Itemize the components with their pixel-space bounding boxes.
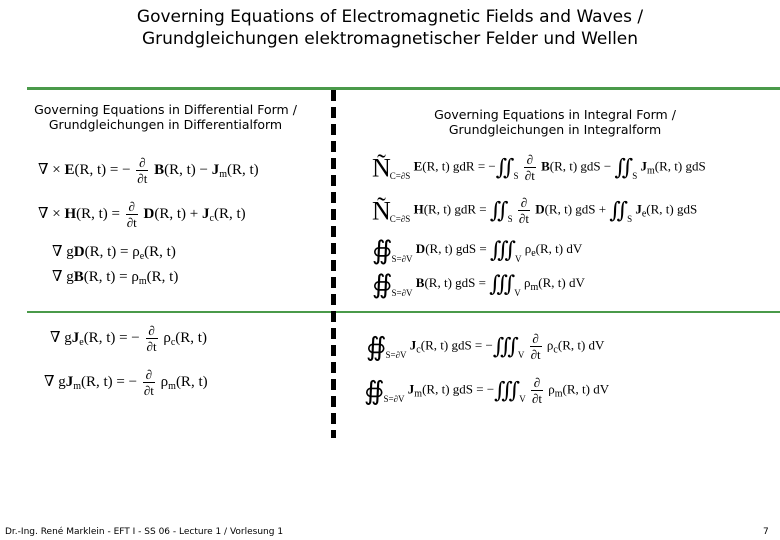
- differential-form-header: Governing Equations in Differential Form / Grundgleichungen in Differentialform: [34, 102, 297, 132]
- gauss-magnetic-integral-equation: $∯_{S=\partial V}$ B(R, t) gdS = $∭_V$ $\rho_m(R$, t) dV: [372, 270, 585, 299]
- footer-author: Dr.-Ing. René Marklein - EFT I - SS 06 - Lecture 1 / Vorlesung 1: [5, 527, 284, 537]
- gauss-electric-differential-equation: ∇ gD(R, $t) = \rho_e(R$, t): [52, 244, 176, 262]
- faraday-differential-equation: ∇ × E(R, t) = − $\frac{\partial}{\partial t}$ B(R, $t) - J_m(R$, t): [38, 155, 259, 186]
- continuity-electric-differential-equation: ∇ $gJ_e(R$, t) = − $\frac{\partial}{\partial t}$ $\rho_c(R$, t): [50, 323, 207, 354]
- title-line-1: Governing Equations of Electromagnetic Fields and Waves /: [136, 7, 644, 27]
- page-title: [0, 6, 780, 50]
- gauss-magnetic-differential-equation: ∇ gB(R, $t) = \rho_m(R$, t): [52, 269, 179, 287]
- ampere-integral-equation: $Ñ_{C=\partial S}$ H(R, t) gdR = $∬_S$ $\frac{\partial}{\partial t}$ D(R, t) gdS + $∬_S$ $J_e(R$, t) gdS: [372, 195, 698, 226]
- middle-divider: [27, 311, 780, 313]
- title-line-2: Grundgleichungen elektromagnetischer Felder und Wellen: [141, 29, 639, 49]
- faraday-integral-equation: $Ñ_{C=\partial S}$ E(R, t) gdR = $-∬_S$ $\frac{\partial}{\partial t}$ B(R, t) gdS − $∬_S$ $J_m(R$, t) gdS: [372, 152, 706, 183]
- integral-form-header: Governing Equations in Integral Form / Grundgleichungen in Integralform: [434, 107, 676, 137]
- gauss-electric-integral-equation: $∯_{S=\partial V}$ D(R, t) gdS = $∭_V$ $\rho_e(R$, t) dV: [372, 236, 583, 265]
- continuity-magnetic-differential-equation: ∇ $gJ_m(R$, t) = − $\frac{\partial}{\partial t}$ $\rho_m(R$, t): [44, 367, 208, 398]
- continuity-magnetic-integral-equation: $∯_{S=\partial V}$ $J_m(R$, t) gdS = $-∭_V$ $\frac{\partial}{\partial t}$ $\rho_m(R$, t) dV: [364, 375, 610, 406]
- column-separator: [331, 90, 336, 438]
- page-number: 7: [763, 527, 769, 537]
- ampere-differential-equation: ∇ × H(R, t) = $\frac{\partial}{\partial t}$ D(R, $t) + J_c(R$, t): [38, 199, 246, 230]
- top-divider: [27, 87, 780, 90]
- continuity-electric-integral-equation: $∯_{S=\partial V}$ $J_c(R$, t) gdS = $-∭_V$ $\frac{\partial}{\partial t}$ $\rho_c(R$, t) dV: [366, 331, 605, 362]
